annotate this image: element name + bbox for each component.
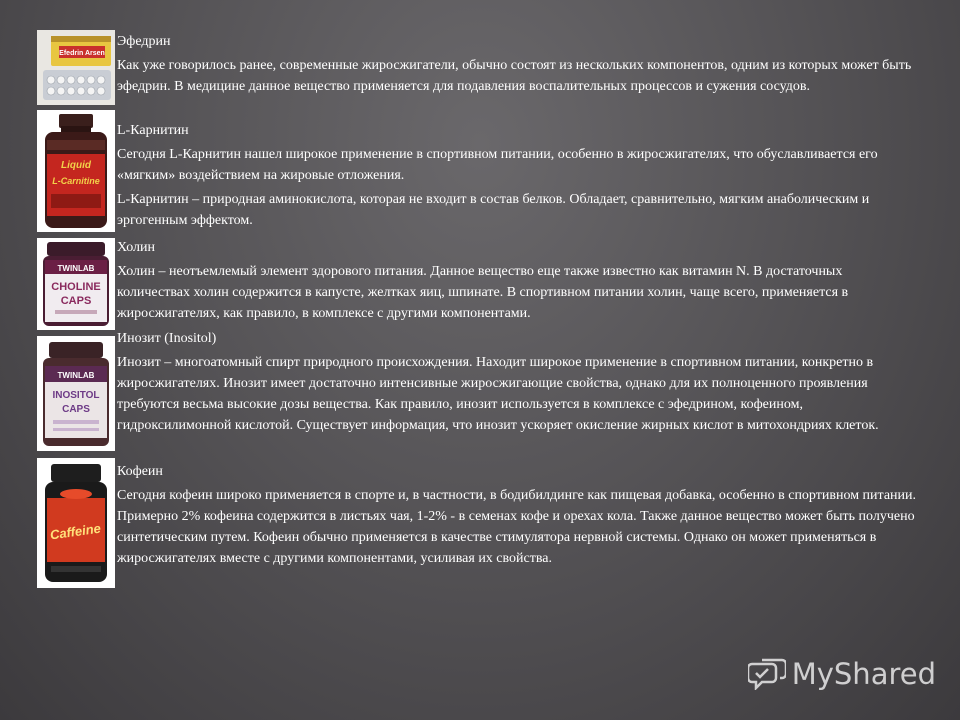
choline-brand: TWINLAB <box>57 264 95 273</box>
ephedrine-product-image <box>37 30 115 105</box>
carnitine-product-image <box>37 110 115 232</box>
inositol-label-line2: CAPS <box>62 404 90 415</box>
paragraph-inositol-1: Инозит – многоатомный спирт природного происхождения. Находит широкое применение в спортивном питании, конкретно в жиросжигателях. Инозит имеет достаточно интенсивные жиросжигающие свойства, однако для их полноценного проявления требуются весьма высокие дозы вещества. Как правило, инозит используется в комплексе с эфедрином, кофеином, гидроксилимонной кислотой. Существует информация, что инозит ускоряет окисление жирных кислот в митохондриях клеток. <box>117 355 879 433</box>
section-choline <box>117 237 917 324</box>
paragraph-ephedrine-1: Как уже говорилось ранее, современные жиросжигатели, обычно состоят из нескольких компонентов, одним из которых может быть эфедрин. В медицине данное вещество применяется для подавления воспалительных процессов и сужения сосудов. <box>117 58 912 94</box>
choline-illustration <box>37 238 115 330</box>
heading-inositol: Инозит (Inositol) <box>117 331 217 346</box>
ephedrine-box-label: Efedrin Arsen <box>59 50 105 57</box>
choline-product-image <box>37 238 115 330</box>
heading-ephedrine: Эфедрин <box>117 34 171 49</box>
choline-label-line2: CAPS <box>60 295 92 307</box>
section-ephedrine <box>117 31 917 97</box>
carnitine-illustration <box>37 110 115 232</box>
inositol-illustration <box>37 336 115 451</box>
caffeine-label: Caffeine <box>49 520 102 543</box>
section-carnitine <box>117 120 917 231</box>
myshared-logo-icon <box>748 658 786 690</box>
paragraph-carnitine-2: L-Карнитин – природная аминокислота, которая не входит в состав белков. Обладает, сравнительно, мягким анаболическим и эргогенным эффектом. <box>117 192 870 228</box>
heading-caffeine: Кофеин <box>117 464 163 479</box>
heading-choline: Холин <box>117 240 156 255</box>
choline-label-line1: CHOLINE <box>51 281 101 293</box>
caffeine-illustration <box>37 458 115 588</box>
paragraph-caffeine-1: Сегодня кофеин широко применяется в спорте и, в частности, в бодибилдинге как пищевая добавка, особенно в спортивном питании. Примерно 2% кофеина содержится в листьях чая, 1-2% - в семенах кофе и орехах кола. Также данное вещество может быть получено синтетическим путем. Кофеин обычно применяется в качестве стимулятора нервной системы. Однако он может применяться в жиросжигателях вместе с другими компонентами, усиливая их свойства. <box>117 488 917 566</box>
section-caffeine <box>117 461 917 569</box>
inositol-label-line1: INOSITOL <box>52 390 100 401</box>
inositol-product-image <box>37 336 115 451</box>
paragraph-carnitine-1: Сегодня L-Карнитин нашел широкое применение в спортивном питании, особенно в жиросжигателях, что обуславливается его «мягким» воздействием на жировые отложения. <box>117 147 878 183</box>
myshared-watermark-text: MyShared <box>791 657 936 691</box>
heading-carnitine: L-Карнитин <box>117 123 189 138</box>
ephedrine-illustration <box>37 30 115 105</box>
paragraph-choline-1: Холин – неотъемлемый элемент здорового питания. Данное вещество еще также известно как витамин N. В достаточных количествах холин содержится в капусте, желтках яиц, шпинате. В спортивном питании холин, чаще всего, применяется в жиросжигателях, как правило, в комплексе с другими компонентами. <box>117 264 849 321</box>
inositol-brand: TWINLAB <box>57 371 95 380</box>
myshared-watermark <box>748 658 936 690</box>
section-inositol <box>117 328 917 436</box>
carnitine-label-line1: Liquid <box>61 160 91 171</box>
carnitine-label-line2: L-Carnitine <box>52 176 100 186</box>
caffeine-product-image <box>37 458 115 588</box>
